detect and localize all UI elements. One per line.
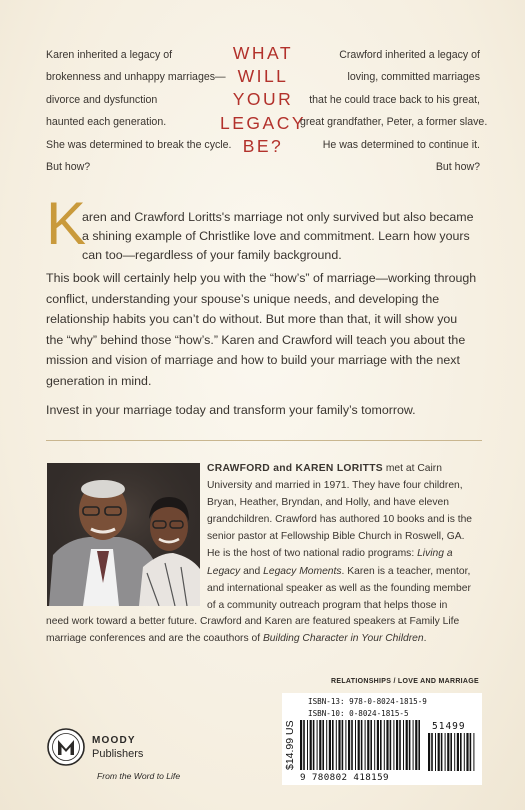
bio-line: need work toward a better future. Crawford and Karen are featured speakers at Family Life <box>46 616 460 627</box>
barcode-bar <box>454 733 455 771</box>
barcode-bar <box>361 720 363 770</box>
right-line: He was determined to continue it. <box>322 138 480 151</box>
description-line: the “why” behind those “how’s.” Karen and Crawford will teach you about the <box>46 332 466 347</box>
description-paragraph <box>46 268 486 392</box>
publisher-subtitle: Publishers <box>92 748 144 760</box>
description-line: relationship habits you can’t do without. But more than that, it will show you <box>46 312 458 327</box>
barcode-bar <box>450 733 452 771</box>
barcode-bar <box>336 720 337 770</box>
bio-line: University and married in 1971. They have four children, <box>207 480 463 492</box>
bio-text: He is the host of two national radio programs: <box>207 548 418 560</box>
barcode-bar <box>470 733 472 771</box>
barcode-bar <box>374 720 375 770</box>
barcode-bar <box>322 720 324 770</box>
bio-line <box>207 563 487 580</box>
barcode-bar <box>303 720 305 770</box>
isbn10-label: ISBN-10: 0-8024-1815-5 <box>308 709 409 718</box>
karen-legacy-column <box>46 44 232 178</box>
barcode-bar <box>390 720 392 770</box>
barcode-bar <box>348 720 350 770</box>
barcode-bar <box>435 733 436 771</box>
barcode-bar <box>399 720 401 770</box>
bio-line: Bryan, Heather, Bryndan, and Holly, and have eleven <box>207 497 449 509</box>
headline-word: LEGACY <box>220 112 306 133</box>
program-title: Legacy Moments <box>263 565 342 577</box>
addon-digits: 51499 <box>432 721 466 732</box>
headline-word: YOUR <box>232 89 294 110</box>
right-line: loving, committed marriages <box>347 71 480 84</box>
price-label: $14.99 US <box>284 720 296 770</box>
barcode-bar <box>403 720 404 770</box>
publisher-name: MOODY <box>92 735 136 746</box>
bio-text: . <box>423 633 427 645</box>
bio-line: and international speaker as well as the founding member <box>207 582 471 594</box>
intro-line: a shining example of Christlike love and commitment. Learn how yours <box>82 229 470 243</box>
author-names: CRAWFORD and KAREN LORITTS <box>207 463 383 474</box>
barcode-bar <box>367 720 369 770</box>
program-title: Legacy <box>207 565 241 577</box>
barcode-bar <box>329 720 331 770</box>
barcode-bar <box>307 720 308 770</box>
description-line: generation in mind. <box>46 373 152 388</box>
call-to-action <box>46 400 486 421</box>
barcode-bar <box>313 720 315 770</box>
book-title: Building Character in Your Children <box>262 633 424 645</box>
publisher-tagline: From the Word to Life <box>97 771 181 781</box>
barcode-bar <box>460 733 462 771</box>
left-line: Karen inherited a legacy of <box>46 49 173 61</box>
barcode-bar <box>413 720 414 770</box>
ean-barcode <box>300 720 424 772</box>
barcode-bar <box>370 720 372 770</box>
description-line: mission and vision of marriage and how to build your marriage with the next <box>46 353 460 368</box>
bio-line <box>46 630 486 647</box>
ean-digits: 9 780802 418159 <box>300 772 389 783</box>
intro-line: can too—regardless of your family background. <box>82 248 342 262</box>
bio-text: marriage conferences and are the coauthors of <box>46 633 263 645</box>
left-line: She was determined to break the cycle. <box>46 138 232 151</box>
barcode-bar <box>317 720 318 770</box>
bio-line-1 <box>207 460 487 477</box>
headline-word: WHAT <box>232 43 294 63</box>
barcode-bar <box>418 720 420 770</box>
right-line: Crawford inherited a legacy of <box>339 49 480 61</box>
barcode-bar <box>466 733 468 771</box>
headline-word: WILL <box>237 66 289 87</box>
category-label: RELATIONSHIPS / LOVE AND MARRIAGE <box>331 678 479 685</box>
bio-line: of a community outreach program that helps those in <box>207 599 448 611</box>
bio-line <box>207 545 487 562</box>
bio-text: met at Cairn <box>382 463 442 474</box>
barcode-bar <box>445 733 446 771</box>
headline <box>218 42 308 158</box>
description-line: This book will certainly help you with the “how’s” of marriage—working through <box>46 271 477 285</box>
moody-logo-icon <box>47 728 85 766</box>
bio-text: . Karen is a teacher, mentor, <box>341 565 471 577</box>
barcode-bar <box>384 720 385 770</box>
left-line: haunted each generation. <box>46 116 167 129</box>
right-line: that he could trace back to his great, <box>309 93 480 106</box>
divider <box>46 440 482 441</box>
left-line: But how? <box>46 161 91 174</box>
barcode-bar <box>338 720 340 770</box>
barcode-bar <box>345 720 346 770</box>
barcode-bar <box>319 720 321 770</box>
barcode-bar <box>473 733 474 771</box>
barcode-bar <box>396 720 398 770</box>
bio-line: senior pastor at Fellowship Bible Church in Roswell, GA. <box>207 531 465 543</box>
headline-word: BE? <box>242 135 284 156</box>
barcode-bar <box>377 720 379 770</box>
barcode-bar <box>431 733 433 771</box>
drop-cap: K <box>46 190 87 257</box>
intro-paragraph <box>82 208 490 265</box>
barcode-bar <box>406 720 408 770</box>
barcode-bar <box>380 720 382 770</box>
barcode-bar <box>438 733 440 771</box>
author-photo-illustration <box>47 463 200 606</box>
barcode-bar <box>355 720 356 770</box>
bio-line: grandchildren. Crawford has authored 10 books and is the <box>207 514 473 526</box>
isbn13-label: ISBN-13: 978-0-8024-1815-9 <box>308 697 427 706</box>
barcode-bar <box>351 720 353 770</box>
barcode-bar <box>393 720 394 770</box>
barcode-bar <box>415 720 417 770</box>
barcode-bar <box>332 720 334 770</box>
barcode-bar <box>464 733 465 771</box>
right-line: But how? <box>435 161 480 174</box>
barcode-bar <box>428 733 430 771</box>
cta-line: Invest in your marriage today and transform your family’s tomorrow. <box>46 403 416 417</box>
author-bio-continued <box>46 613 486 647</box>
crawford-legacy-column <box>300 44 488 178</box>
barcode-bar <box>300 720 302 770</box>
right-line: great grandfather, Peter, a former slave. <box>300 116 488 129</box>
intro-line: aren and Crawford Loritts's marriage not only survived but also became <box>82 210 474 224</box>
barcode-bar <box>457 733 459 771</box>
description-line: conflict, understanding your spouse’s unique needs, and developing the <box>46 291 440 306</box>
bio-text: and <box>240 565 264 577</box>
author-bio <box>207 460 487 614</box>
barcode-bar <box>342 720 344 770</box>
barcode-bar <box>358 720 360 770</box>
barcode-bar <box>447 733 449 771</box>
left-line: divorce and dysfunction <box>46 93 158 106</box>
program-title: Living a <box>417 548 453 560</box>
barcode-bar <box>365 720 366 770</box>
barcode-bar <box>386 720 388 770</box>
author-photo <box>47 463 200 606</box>
left-line: brokenness and unhappy marriages— <box>46 71 226 84</box>
barcode-bar <box>409 720 411 770</box>
barcode-bar <box>326 720 327 770</box>
addon-barcode <box>428 733 478 773</box>
barcode-bar <box>441 733 443 771</box>
barcode-bar <box>310 720 312 770</box>
